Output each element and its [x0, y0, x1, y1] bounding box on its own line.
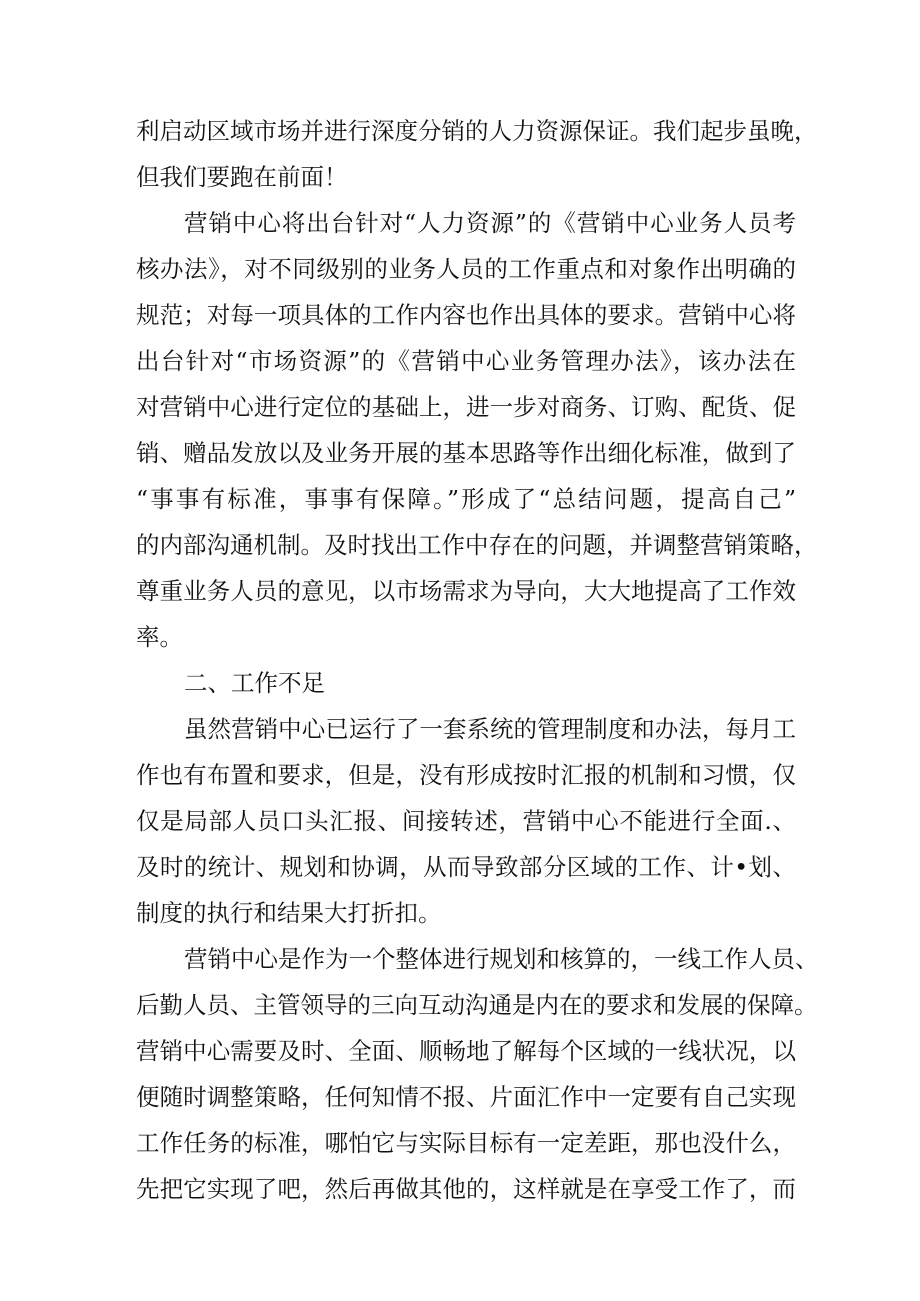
paragraph: [136, 108, 818, 200]
text-line: 营销中心将出台针对“人力资源”的《营销中心业务人员考: [184, 209, 796, 237]
text-line: 制度的执行和结果大打折扣。: [136, 899, 442, 927]
text-line: 后勤人员、主管领导的三向互动沟通是内在的要求和发展的保障。: [136, 991, 818, 1019]
text-line: 及时的统计、规划和协调，从而导致部分区域的工作、计•划、: [136, 853, 796, 881]
document-body: [136, 108, 819, 1212]
text-line: 便随时调整策略，任何知情不报、片面汇作中一定要有自己实现: [136, 1083, 796, 1111]
paragraph: [136, 936, 819, 1212]
text-line: 营销中心是作为一个整体进行规划和核算的，一线工作人员、: [184, 945, 819, 973]
text-line: 工作任务的标准，哪怕它与实际目标有一定差距，那也没什么，: [136, 1129, 796, 1157]
section-heading: [136, 660, 796, 706]
text-line: 的内部沟通机制。及时找出工作中存在的问题，并调整营销策略，: [136, 531, 818, 559]
paragraph: [136, 200, 818, 660]
text-line: 作也有布置和要求，但是，没有形成按时汇报的机制和习惯，仅: [136, 761, 796, 789]
text-line: “事事有标准，事事有保障。”形成了“总结问题，提高自己”: [136, 485, 796, 513]
text-line: 出台针对“市场资源”的《营销中心业务管理办法》，该办法在: [136, 347, 796, 375]
text-line: 核办法》，对不同级别的业务人员的工作重点和对象作出明确的: [136, 255, 796, 283]
heading-text: 二、工作不足: [184, 669, 325, 697]
paragraph: [136, 706, 796, 936]
text-line: 尊重业务人员的意见，以市场需求为导向，大大地提高了工作效: [136, 577, 796, 605]
text-line: 规范；对每一项具体的工作内容也作出具体的要求。营销中心将: [136, 301, 796, 329]
text-line: 营销中心需要及时、全面、顺畅地了解每个区域的一线状况，以: [136, 1037, 796, 1065]
text-line: 利启动区域市场并进行深度分销的人力资源保证。我们起步虽晚，: [136, 117, 818, 145]
text-line: 对营销中心进行定位的基础上，进一步对商务、订购、配货、促: [136, 393, 796, 421]
text-line: 仅是局部人员口头汇报、间接转述，营销中心不能进行全面.、: [136, 807, 796, 835]
text-line: 先把它实现了吧，然后再做其他的，这样就是在享受工作了，而: [136, 1175, 796, 1203]
text-line: 虽然营销中心已运行了一套系统的管理制度和办法，每月工: [184, 715, 796, 743]
text-line: 销、赠品发放以及业务开展的基本思路等作出细化标准，做到了: [136, 439, 796, 467]
text-line: 但我们要跑在前面！: [136, 163, 348, 191]
text-line: 率。: [136, 623, 183, 651]
